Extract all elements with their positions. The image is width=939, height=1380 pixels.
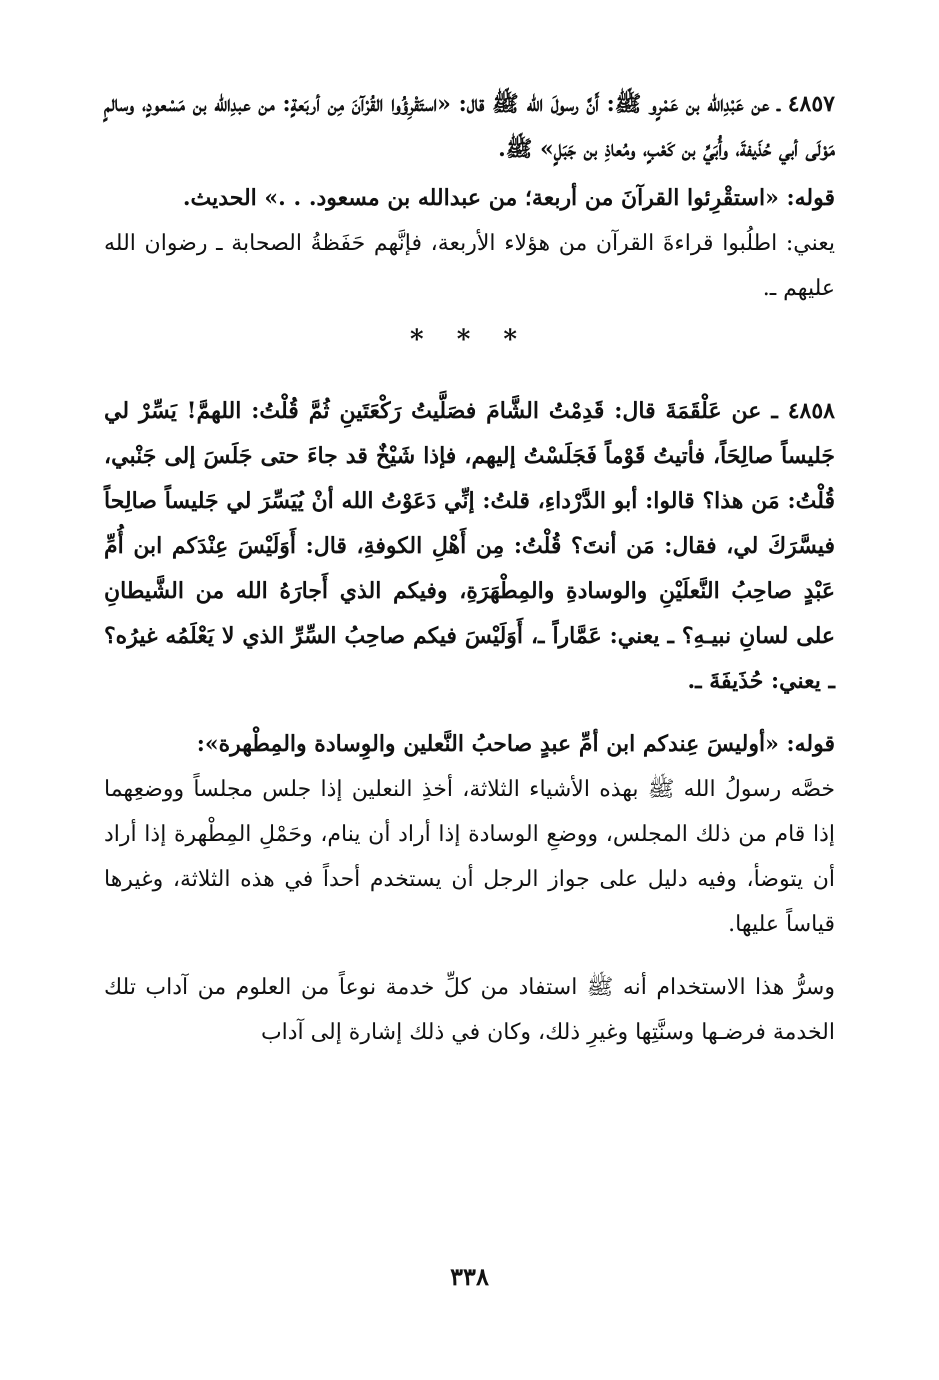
page-number: ٣٣٨ — [450, 1262, 489, 1291]
commentary-heading: قوله: «أوليسَ عِندكم ابن أمِّ عبدٍ صاحبُ النَّعلين والوِسادة والمِطْهرة»: — [196, 731, 835, 757]
hadith-number: ٤٨٥٨ — [787, 398, 835, 424]
section-separator: * * * — [410, 325, 529, 355]
hadith-number: ٤٨٥٧ — [787, 91, 835, 117]
hadith-text: ـ عن عَلْقَمَةَ قال: قَدِمْتُ الشَّامَ فصَلَّيتُ رَكْعَتَينِ ثُمَّ قُلْتُ: اللهمَّ! يَسِّرْ لي جَليساً صالِحَاً، فأتيتُ قَوْماً فَجَلَسْتُ إليهم، فإذا شَيْخٌ قد جاءَ حتى جَلَسَ إلى جَنْبي، قُلْتُ: مَن هذا؟ قالوا: أبو الدَّرْداءِ، قلتُ: إنِّي دَعَوْتُ الله أنْ يُيَسِّرَ لي جَليساً صالِحاً فيسَّرَكَ لي، فقال: مَن أنتَ؟ قُلْتُ: مِن أَهْلِ الكوفةِ، قال: أَوَلَيْسَ عِنْدَكم ابن أُمِّ عَبْدٍ صاحِبُ النَّعلَيْنِ والوسادةِ والمِطْهَرَةِ، وفيكم الذي أَجارَهُ الله من الشَّيطانِ على لسانِ نبيـهِ؟ ـ يعني: عَمَّاراً ـ، أَوَلَيْسَ فيكم صاحِبُ السِّرِّ الذي لا يَعْلَمُه غيرُه؟ ـ يعني: حُذَيفَةَ ـ. — [104, 398, 835, 694]
commentary-body: يعني: اطلُبوا قراءةَ القرآن من هؤلاء الأربعة، فإنَّهم حَفَظةُ الصحابة ـ رضوان الله عليهم ـ. — [104, 231, 835, 301]
hadith-text: ـ عن عَبْدِالله بن عَمْرٍو ﷺ: أَنَّ رسولَ الله ﷺ قال: «استَقْرِؤُوا القُرْآنَ مِن أربَعةٍ: من عبدِالله بن مَسْعودٍ، وسالمٍ مَوْلَى أبي حُذَيفةَ، وأُبَيِّ بن كَعْبٍ، ومُعاذِ بن جَبَلٍ» ﷺ. — [104, 91, 835, 162]
commentary-body: خصَّه رسولُ الله ﷺ بهذه الأشياء الثلاثة، أخذِ النعلين إذا جلس مجلساً ووضعِهما إذا قام من ذلك المجلس، ووضعِ الوسادة إذا أراد أن ينام، وحَمْلِ المِطْهرة إذا أراد أن يتوضأ، وفيه دليل على جواز الرجل أن يستخدم أحداً في هذه الثلاثة، وغيرها قياساً عليها. — [104, 777, 835, 937]
commentary-body: وسرُّ هذا الاستخدام أنه ﷺ استفاد من كلِّ خدمة نوعاً من العلوم من آداب تلك الخدمة فرضـها وسنَّتِها وغيرِ ذلك، وكان في ذلك إشارة إلى آداب — [104, 975, 835, 1045]
commentary-heading: قوله: «استقْرِئوا القرآنَ من أربعة؛ من عبدالله بن مسعود. . .» الحديث. — [182, 185, 835, 211]
hadith-4857 — [104, 82, 835, 172]
hadith-4858 — [104, 389, 835, 704]
